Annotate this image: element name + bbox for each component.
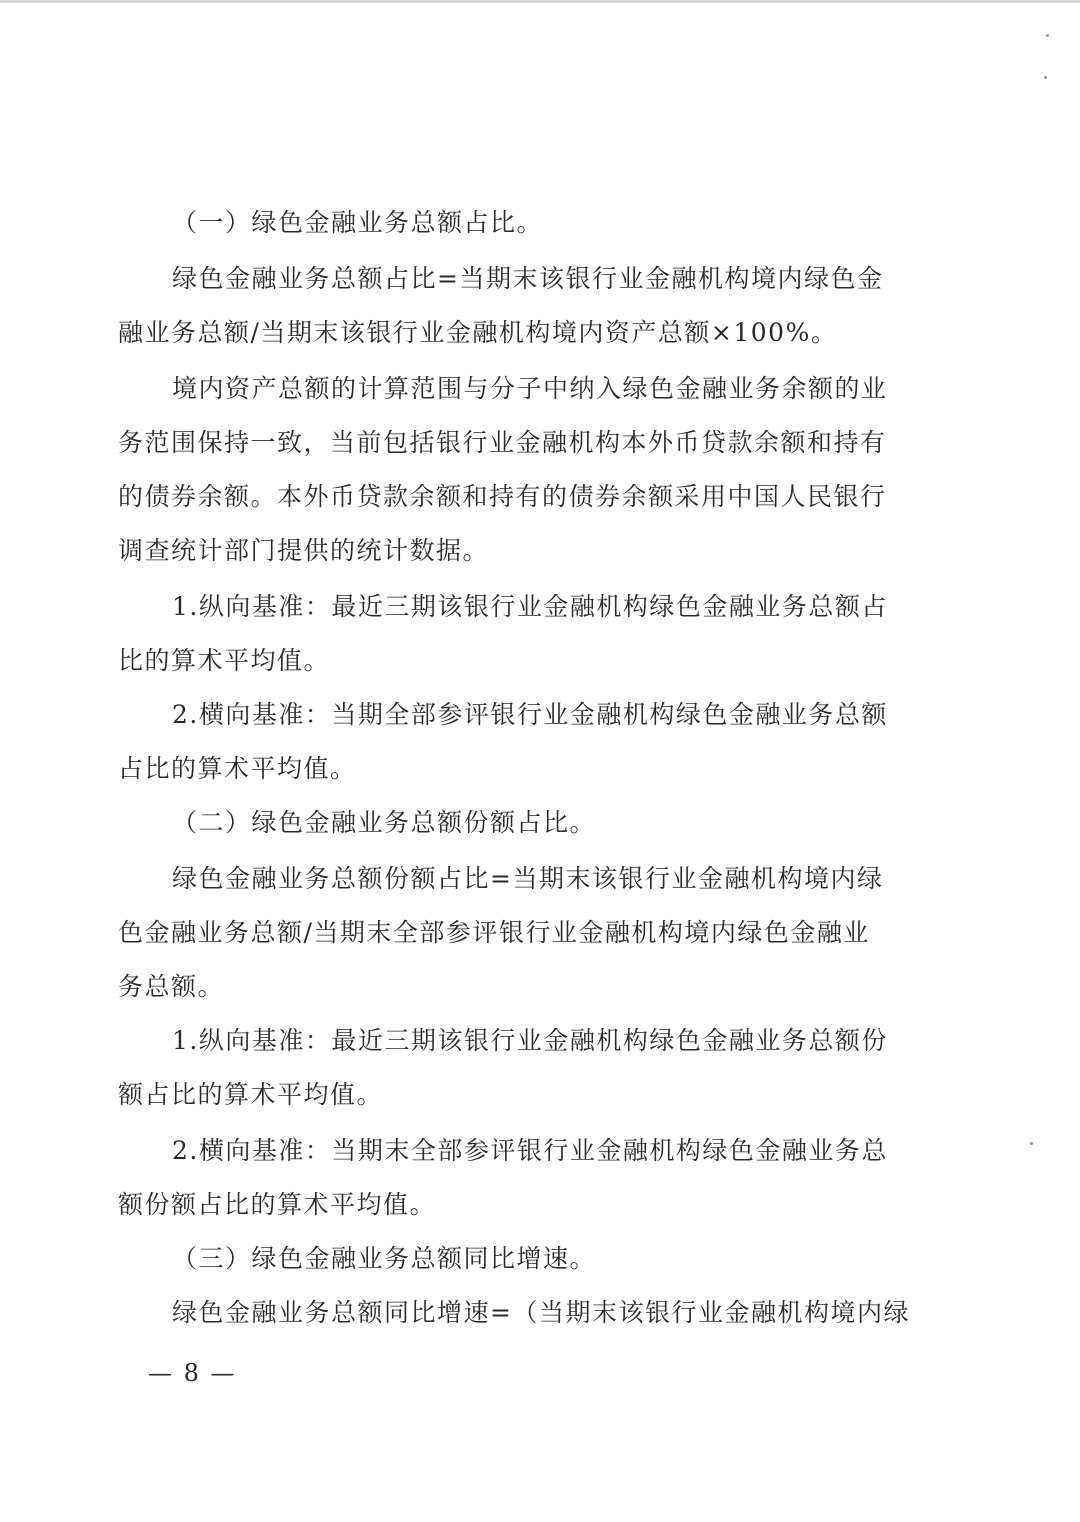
paragraph-line: 务总额。 (118, 972, 225, 1001)
list-item-line: 2.横向基准：当期末全部参评银行业金融机构绿色金融业务总 (172, 1136, 888, 1165)
paragraph-line: 境内资产总额的计算范围与分子中纳入绿色金融业务余额的业 (172, 374, 888, 403)
list-item-line: 额占比的算术平均值。 (118, 1080, 384, 1109)
list-item-line: 占比的算术平均值。 (118, 754, 357, 783)
list-item-line: 额份额占比的算术平均值。 (118, 1190, 437, 1219)
paragraph-line: 色金融业务总额/当期末全部参评银行业金融机构境内绿色金融业 (118, 918, 870, 947)
list-item-line: 2.横向基准：当期全部参评银行业金融机构绿色金融业务总额 (172, 700, 888, 729)
paragraph-line: 务范围保持一致，当前包括银行业金融机构本外币贷款余额和持有 (118, 428, 887, 457)
section-heading-3: （三）绿色金融业务总额同比增速。 (172, 1244, 597, 1273)
scan-speck (1030, 1142, 1033, 1145)
section-heading-1: （一）绿色金融业务总额占比。 (172, 208, 544, 237)
page-top-edge (0, 0, 1080, 3)
paragraph-line: 绿色金融业务总额占比=当期末该银行业金融机构境内绿色金 (172, 264, 884, 293)
list-item-line: 比的算术平均值。 (118, 646, 331, 675)
list-item-line: 1.纵向基准：最近三期该银行业金融机构绿色金融业务总额份 (172, 1026, 888, 1055)
list-item-line: 1.纵向基准：最近三期该银行业金融机构绿色金融业务总额占 (172, 592, 888, 621)
scan-speck (1044, 76, 1047, 79)
page-number: — 8 — (148, 1359, 237, 1387)
scan-speck (1046, 34, 1049, 37)
paragraph-line: 融业务总额/当期末该银行业金融机构境内资产总额×100%。 (118, 318, 838, 347)
paragraph-line: 绿色金融业务总额同比增速=（当期末该银行业金融机构境内绿 (172, 1298, 910, 1327)
paragraph-line: 绿色金融业务总额份额占比=当期末该银行业金融机构境内绿 (172, 864, 884, 893)
paragraph-line: 调查统计部门提供的统计数据。 (118, 536, 490, 565)
section-heading-2: （二）绿色金融业务总额份额占比。 (172, 808, 597, 837)
paragraph-line: 的债券余额。本外币贷款余额和持有的债券余额采用中国人民银行 (118, 482, 887, 511)
